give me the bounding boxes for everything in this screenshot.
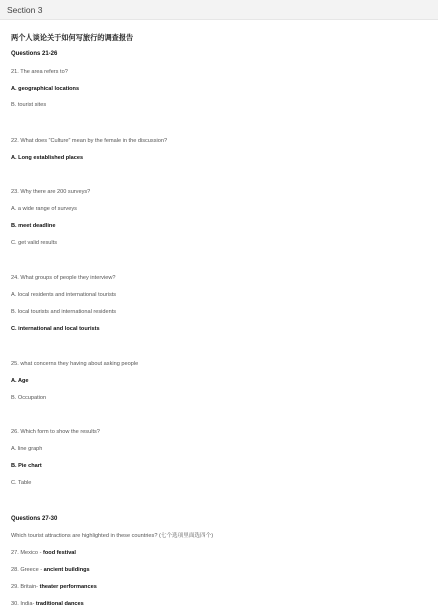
- q22-option-a: A. Long established places: [11, 155, 84, 161]
- section-label: Section 3: [7, 4, 43, 15]
- q23-option-b: B. meet deadline: [11, 223, 56, 229]
- q26-option-b: B. Pie chart: [11, 463, 42, 469]
- q29-line: [11, 584, 97, 591]
- q26-prompt: 26. Which form to show the results?: [11, 429, 100, 435]
- q28-line: [11, 567, 90, 574]
- q27-answer: food festival: [43, 550, 76, 556]
- q27-country: 27. Mexico -: [11, 550, 44, 556]
- q29-country: 29. Britain-: [11, 584, 40, 590]
- q30-answer: traditional dances: [35, 601, 84, 607]
- q28-answer: ancient buildings: [43, 567, 90, 573]
- q29-answer: theater performances: [39, 584, 97, 590]
- q26-option-a: A. line graph: [11, 446, 43, 452]
- q28-country: 28. Greece -: [11, 567, 44, 573]
- q25-option-b: B. Occupation: [11, 395, 47, 401]
- questions-27-30-heading: Questions 27-30: [11, 516, 58, 522]
- q24-option-b: B. local tourists and international residents: [11, 309, 117, 315]
- q23-option-c: C. get valid results: [11, 240, 58, 246]
- section-header: [0, 0, 438, 20]
- q30-country: 30. India-: [11, 601, 36, 607]
- q21-option-b: B. tourist sites: [11, 102, 47, 108]
- q27-30-prompt: Which tourist attractions are highlighted in these countries? (七个选项里面选四个): [11, 533, 214, 539]
- questions-21-26-heading: Questions 21-26: [11, 51, 58, 57]
- q23-prompt: 23. Why there are 200 surveys?: [11, 189, 91, 195]
- q24-prompt: 24. What groups of people they interview?: [11, 275, 116, 281]
- q25-option-a: A. Age: [11, 378, 29, 384]
- q21-option-a: A. geographical locations: [11, 86, 80, 92]
- doc-title: 两个人谈论关于如何写旅行的调查报告: [11, 33, 134, 42]
- q25-prompt: 25. what concerns they having about asking people: [11, 361, 139, 367]
- q30-line: [11, 601, 84, 608]
- q22-prompt: 22. What does “Culture” mean by the female in the discussion?: [11, 138, 168, 144]
- q26-option-c: C. Table: [11, 480, 32, 486]
- q21-prompt: 21. The area refers to?: [11, 69, 68, 75]
- q23-option-a: A. a wide range of surveys: [11, 206, 77, 212]
- q27-line: [11, 550, 76, 557]
- q24-option-a: A. local residents and international tourists: [11, 292, 117, 298]
- q24-option-c: C. international and local tourists: [11, 326, 100, 332]
